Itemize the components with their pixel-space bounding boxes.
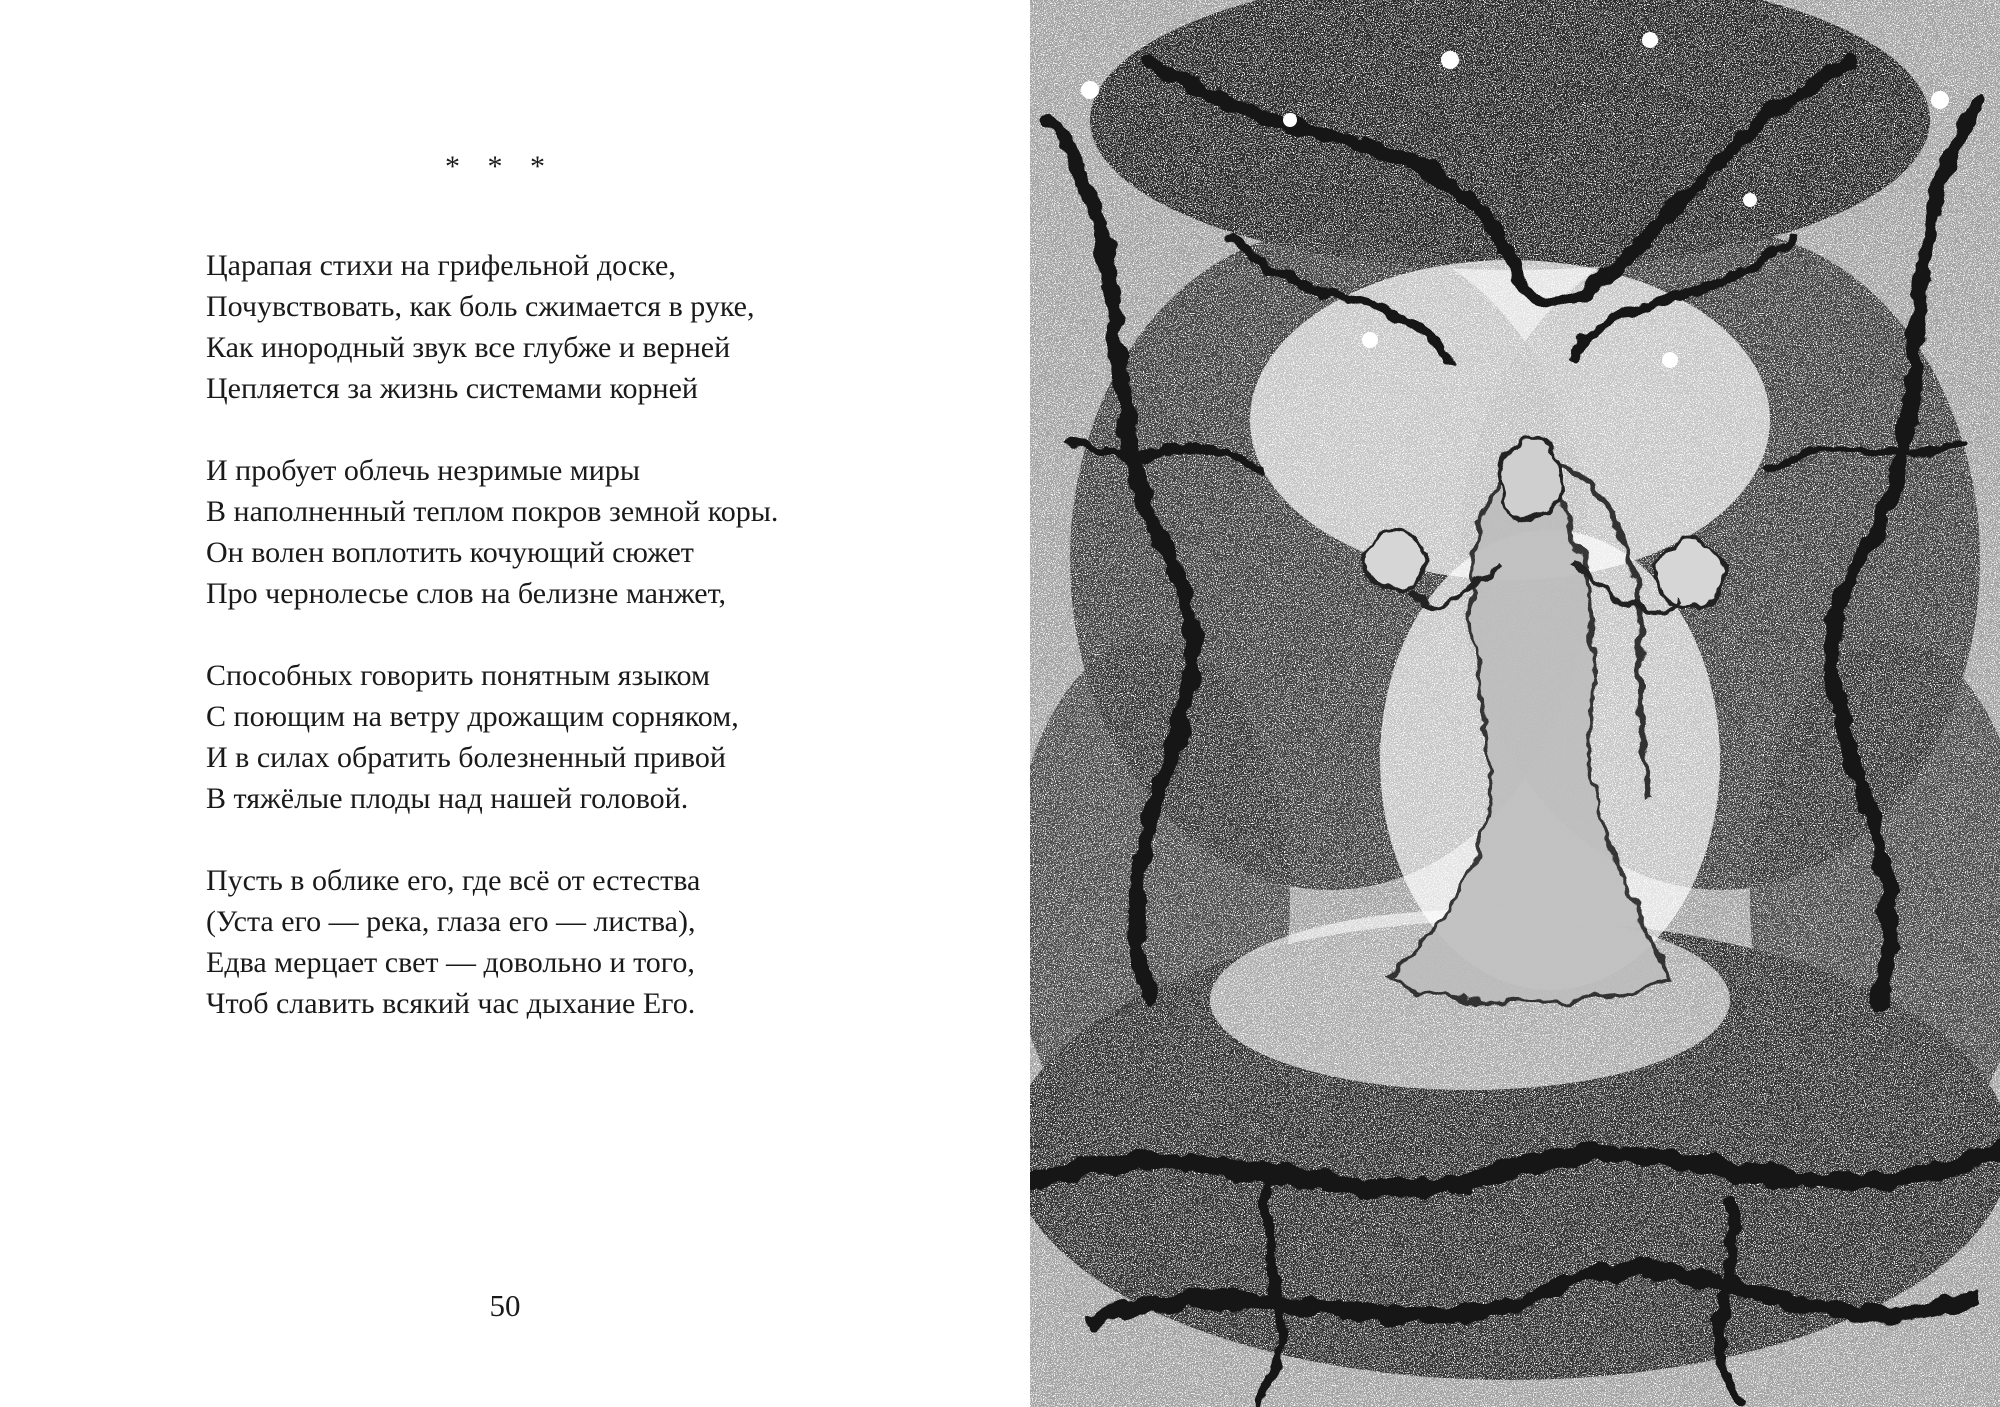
poem-line: И пробует облечь незримые миры bbox=[206, 454, 640, 487]
poem-line: Чтоб славить всякий час дыхание Его. bbox=[206, 987, 696, 1020]
page-number: 50 bbox=[489, 1288, 521, 1323]
stanza bbox=[206, 860, 906, 1024]
poem bbox=[206, 245, 906, 1065]
right-page bbox=[1030, 0, 2000, 1407]
poem-line: И в силах обратить болезненный привой bbox=[206, 741, 726, 774]
stanza bbox=[206, 655, 906, 819]
poem-line: Почувствовать, как боль сжимается в руке, bbox=[206, 290, 755, 323]
poem-line: (Уста его — река, глаза его — листва), bbox=[206, 905, 696, 938]
poem-line: С поющим на ветру дрожащим сорняком, bbox=[206, 700, 739, 733]
poem-line: Цепляется за жизнь системами корней bbox=[206, 372, 698, 405]
poem-line: Как инородный звук все глубже и верней bbox=[206, 331, 731, 364]
poem-line: В наполненный теплом покров земной коры. bbox=[206, 495, 779, 528]
stanza bbox=[206, 450, 906, 614]
poem-line: Едва мерцает свет — довольно и того, bbox=[206, 946, 695, 979]
poem-line: Он волен воплотить кочующий сюжет bbox=[206, 536, 694, 569]
poem-line: Про чернолесье слов на белизне манжет, bbox=[206, 577, 726, 610]
poem-separator: * * * bbox=[445, 150, 555, 183]
charcoal-illustration bbox=[1030, 0, 2000, 1407]
stanza bbox=[206, 245, 906, 409]
poem-line: Способных говорить понятным языком bbox=[206, 659, 710, 692]
poem-line: Царапая стихи на грифельной доске, bbox=[206, 249, 676, 282]
poem-line: Пусть в облике его, где всё от естества bbox=[206, 864, 701, 897]
poem-line: В тяжёлые плоды над нашей головой. bbox=[206, 782, 689, 815]
